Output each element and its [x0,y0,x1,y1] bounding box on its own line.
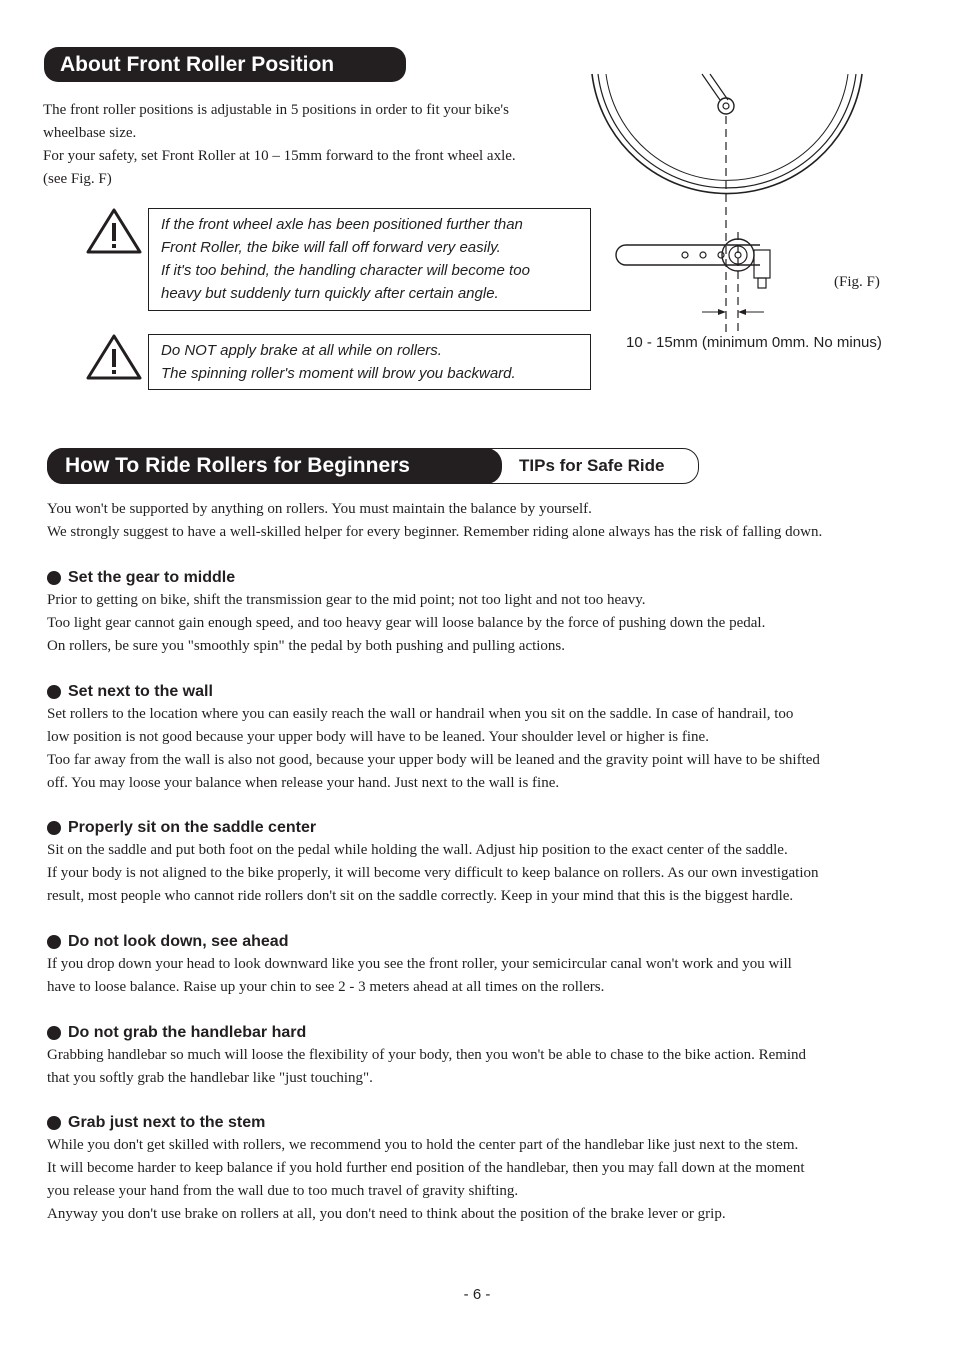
warning-box-brake [148,334,591,390]
intro-line: (see Fig. F) [43,171,112,187]
intro-line: You won't be supported by anything on rollers. You must maintain the balance by yourself. [47,501,592,517]
figure-caption: 10 - 15mm (minimum 0mm. No minus) [626,334,882,351]
tip-title: Properly sit on the saddle center [68,819,317,836]
tips-label: TIPs for Safe Ride [519,456,665,475]
warning-line: If the front wheel axle has been positioned further than [161,216,523,233]
warning-triangle-icon [85,206,143,256]
tip-line: Set rollers to the location where you can easily reach the wall or handrail when you sit on the saddle. In case of handrail, too [47,706,794,722]
beginners-intro [47,498,917,544]
tip-line: low position is not good because your upper body will have to be leaned. Your shoulder level or higher is fine. [47,729,709,745]
bullet-icon [47,1116,61,1130]
tip-section-handlebar [47,1022,917,1090]
tip-line: result, most people who cannot ride rollers don't sit on the saddle correctly. Keep in your mind that this is the biggest hardle. [47,888,794,904]
warning-line: The spinning roller's moment will brow you backward. [161,365,516,382]
intro-line: For your safety, set Front Roller at 10 – 15mm forward to the front wheel axle. [43,148,516,164]
tip-line: that you softly grab the handlebar like "just touching". [47,1070,373,1086]
tip-title: Do not look down, see ahead [68,933,289,950]
warning-line: heavy but suddenly turn quickly after certain angle. [161,285,499,302]
tip-section-stem [47,1112,917,1226]
tip-line: Too far away from the wall is also not good, because your upper body will be leaned and the gravity point will have to be shifted [47,752,820,768]
tip-section-wall [47,681,917,795]
section-heading-beginners: How To Ride Rollers for Beginners [47,448,502,484]
tip-title: Set the gear to middle [68,569,236,586]
tip-section-gear [47,567,917,658]
intro-line: The front roller positions is adjustable in 5 positions in order to fit your bike's [43,102,509,118]
page-number: - 6 - [463,1286,491,1303]
tip-line: you release your hand from the wall due to too much travel of gravity shifting. [47,1183,519,1199]
warning-line: If it's too behind, the handling character will become too [161,262,530,279]
bullet-icon [47,935,61,949]
bullet-icon [47,821,61,835]
tip-line: While you don't get skilled with rollers, we recommend you to hold the center part of the handlebar like just next to the stem. [47,1137,799,1153]
figure-f-wheel-roller-diagram [590,72,880,334]
tip-line: If you drop down your head to look downward like you see the front roller, your semicircular canal won't work and you will [47,956,792,972]
warning-box-axle-position [148,208,591,311]
tip-line: Prior to getting on bike, shift the transmission gear to the mid point; not too light and not too heavy. [47,592,646,608]
section-heading-front-roller: About Front Roller Position [44,47,406,82]
bullet-icon [47,1026,61,1040]
tip-line: If your body is not aligned to the bike properly, it will become very difficult to keep balance on rollers. As our own investigation [47,865,819,881]
tip-line: Grabbing handlebar so much will loose the flexibility of your body, then you won't be able to chase to the bike action. Remind [47,1047,807,1063]
bullet-icon [47,685,61,699]
tip-line: Too light gear cannot gain enough speed, and too heavy gear will loose balance by the force of pushing down the pedal. [47,615,766,631]
tip-title: Do not grab the handlebar hard [68,1024,307,1041]
tip-line: On rollers, be sure you "smoothly spin" the pedal by both pushing and pulling actions. [47,638,566,654]
warning-line: Front Roller, the bike will fall off forward very easily. [161,239,501,256]
tip-line: have to loose balance. Raise up your chin to see 2 - 3 meters ahead at all times on the rollers. [47,979,605,995]
tip-title: Set next to the wall [68,683,213,700]
tip-section-look-ahead [47,931,917,999]
tip-title: Grab just next to the stem [68,1114,266,1131]
tip-line: off. You may loose your balance when release your hand. Just next to the wall is fine. [47,775,560,791]
warning-line: Do NOT apply brake at all while on rollers. [161,342,442,359]
intro-line: wheelbase size. [43,125,137,141]
front-roller-intro [43,99,583,191]
tip-line: It will become harder to keep balance if you hold further end position of the handlebar, then you may fall down at the moment [47,1160,805,1176]
bullet-icon [47,571,61,585]
tip-line: Anyway you don't use brake on rollers at all, you don't need to think about the position of the brake lever or grip. [47,1206,726,1222]
intro-line: We strongly suggest to have a well-skilled helper for every beginner. Remember riding alone always has the risk of falling down. [47,524,823,540]
tip-line: Sit on the saddle and put both foot on the pedal while holding the wall. Adjust hip position to the exact center of the saddle. [47,842,788,858]
figure-label: (Fig. F) [834,274,880,290]
warning-triangle-icon [85,332,143,382]
tip-section-saddle [47,817,917,908]
